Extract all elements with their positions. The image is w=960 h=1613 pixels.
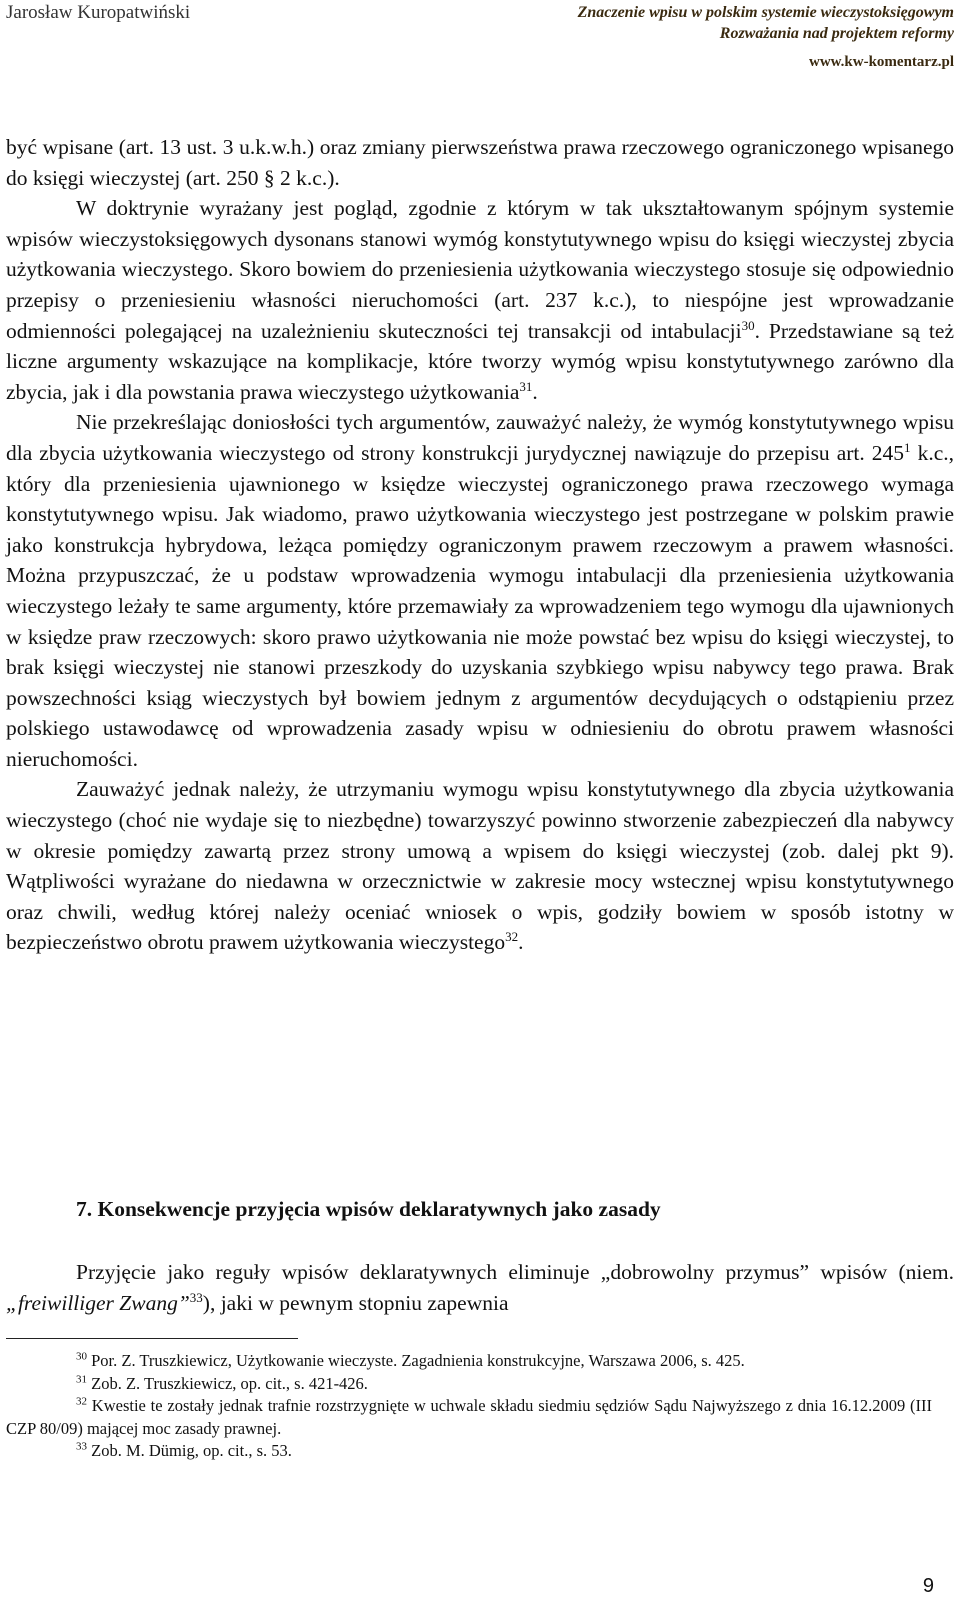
- document-title: Znaczenie wpisu w polskim systemie wieczystoksięgowym: [577, 4, 954, 21]
- header-title-block: [578, 2, 954, 73]
- footnote-number: 32: [76, 1395, 87, 1408]
- section-heading: 7. Konsekwencje przyjęcia wpisów deklaratywnych jako zasady: [76, 1197, 661, 1221]
- paragraph-4-text-a: Zauważyć jednak należy, że utrzymaniu wymogu wpisu konstytutywnego dla zbycia użytkowania wieczystego (choć nie wydaje się to niezbędne) towarzyszyć powinno stworzenie zabezpieczeń dla nabywcy w okresie pomiędzy zawartą przez strony umową a wpisem do księgi wieczystej (zob. dalej pkt 9). Wątpliwości wyrażane do niedawna w orzecznictwie w zakresie mocy wstecznej wpisu konstytutywnego oraz chwili, według której należy oceniać wniosek o wpis, godziły bowiem w sposób istotny w bezpieczeństwo obrotu prawem użytkowania wieczystego: [6, 777, 954, 955]
- footnote-text: Por. Z. Truszkiewicz, Użytkowanie wieczyste. Zagadnienia konstrukcyjne, Warszawa 2006, s. 425.: [87, 1351, 745, 1370]
- footnote-ref-33[interactable]: 33: [189, 1289, 203, 1305]
- paragraph-3-text-a: Nie przekreślając doniosłości tych argumentów, zauważyć należy, że wymóg konstytutywnego wpisu dla zbycia użytkowania wieczystego od strony konstrukcji jurydycznej nawiązuje do przepisu art. 245: [6, 410, 954, 465]
- footnote-text: Zob. Z. Truszkiewicz, op. cit., s. 421-426.: [87, 1373, 368, 1393]
- document-subtitle: Rozważania nad projektem reformy: [719, 25, 954, 42]
- main-text: [6, 132, 954, 958]
- footnote-30: [6, 1350, 932, 1373]
- footnote-ref-30[interactable]: 30: [741, 317, 755, 333]
- paragraph-1: być wpisane (art. 13 ust. 3 u.k.w.h.) oraz zmiany pierwszeństwa prawa rzeczowego ograniczonego wpisanego do księgi wieczystej (art. 250 § 2 k.c.).: [6, 135, 954, 190]
- footnote-ref-31[interactable]: 31: [519, 378, 533, 394]
- paragraph-2-text-a: W doktrynie wyrażany jest pogląd, zgodnie z którym w tak ukształtowanym spójnym systemie wpisów wieczystoksięgowych dysonans stanowi wymóg konstytutywnego wpisu do księgi wieczystej zbycia użytkowania wieczystego. Skoro bowiem do przeniesienia użytkowania wieczystego stosuje się odpowiednio przepisy o przeniesieniu własności nieruchomości (art. 237 k.c.), to niespójne jest wprowadzanie odmienności polegającej na uzależnieniu skuteczności tej transakcji od intabulacji: [6, 196, 954, 343]
- author-name: Jarosław Kuropatwiński: [6, 2, 191, 23]
- article-superscript: 1: [904, 439, 911, 455]
- footnote-separator: [6, 1338, 298, 1339]
- intro-paragraph: [6, 1257, 954, 1319]
- page-header: [0, 0, 960, 80]
- paragraph-3: [6, 407, 954, 774]
- paragraph-4: [6, 774, 954, 958]
- footnote-number: 31: [76, 1373, 87, 1385]
- footnotes: [6, 1350, 932, 1463]
- paragraph-2-text-c: .: [532, 379, 538, 404]
- paragraph-2: [6, 193, 954, 407]
- footnote-32: [6, 1395, 932, 1440]
- german-term: „freiwilliger Zwang”: [6, 1291, 190, 1315]
- intro-text-a: Przyjęcie jako reguły wpisów deklaratywnych eliminuje „dobrowolny przymus” wpisów (niem.: [76, 1260, 954, 1284]
- paragraph-4-text-b: .: [518, 930, 524, 955]
- paragraph-2-text-b: . Przedstawiane są też liczne argumenty wskazujące na komplikacje, które tworzy wymóg wpisu konstytutywnego zarówno dla zbycia, jak i dla powstania prawa wieczystego użytkowania: [6, 318, 954, 404]
- footnote-31: [6, 1373, 932, 1396]
- footnote-number: 30: [76, 1350, 87, 1363]
- footnote-text: Kwestie te zostały jednak trafnie rozstrzygnięte w uchwale składu siedmiu sędziów Sądu Najwyższego z dnia 16.12.2009 (III CZP 80/09) mającej moc zasady prawnej.: [6, 1396, 932, 1438]
- paragraph-3-text-b: k.c., który dla przeniesienia ujawnionego w księdze wieczystej ograniczonego prawa rzeczowego wymaga konstytutywnego wpisu. Jak wiadomo, prawo użytkowania wieczystego jest postrzegane w polskim prawie jako konstrukcja hybrydowa, leżąca pomiędzy ograniczonym prawem rzeczowym a prawem własności. Można przypuszczać, że u podstaw wprowadzenia wymogu intabulacji dla przeniesienia użytkowania wieczystego leżały te same argumenty, które przemawiały za wprowadzeniem tego wymogu dla ujawnionych w księdze praw rzeczowych: skoro prawo użytkowania nie może powstać bez wpisu do księgi wieczystej, to brak księgi wieczystej nie stanowi przeszkody do uzyskania szybkiego wpisu nabywcy tego prawa. Brak powszechności ksiąg wieczystych był bowiem jednym z argumentów decydujących o odstąpieniu przez polskiego ustawodawcę od wprowadzenia zasady wpisu w odniesieniu do obrotu prawem własności nieruchomości.: [6, 440, 954, 771]
- page-number: 9: [922, 1575, 934, 1597]
- website-link[interactable]: www.kw-komentarz.pl: [809, 54, 954, 70]
- footnote-33: [6, 1440, 932, 1463]
- intro-text-b: ), jaki w pewnym stopniu zapewnia: [202, 1291, 509, 1315]
- footnote-ref-32[interactable]: 32: [505, 929, 519, 945]
- footnote-text: Zob. M. Dümig, op. cit., s. 53.: [87, 1441, 292, 1460]
- footnote-number: 33: [76, 1440, 87, 1453]
- section-intro: [6, 1257, 954, 1319]
